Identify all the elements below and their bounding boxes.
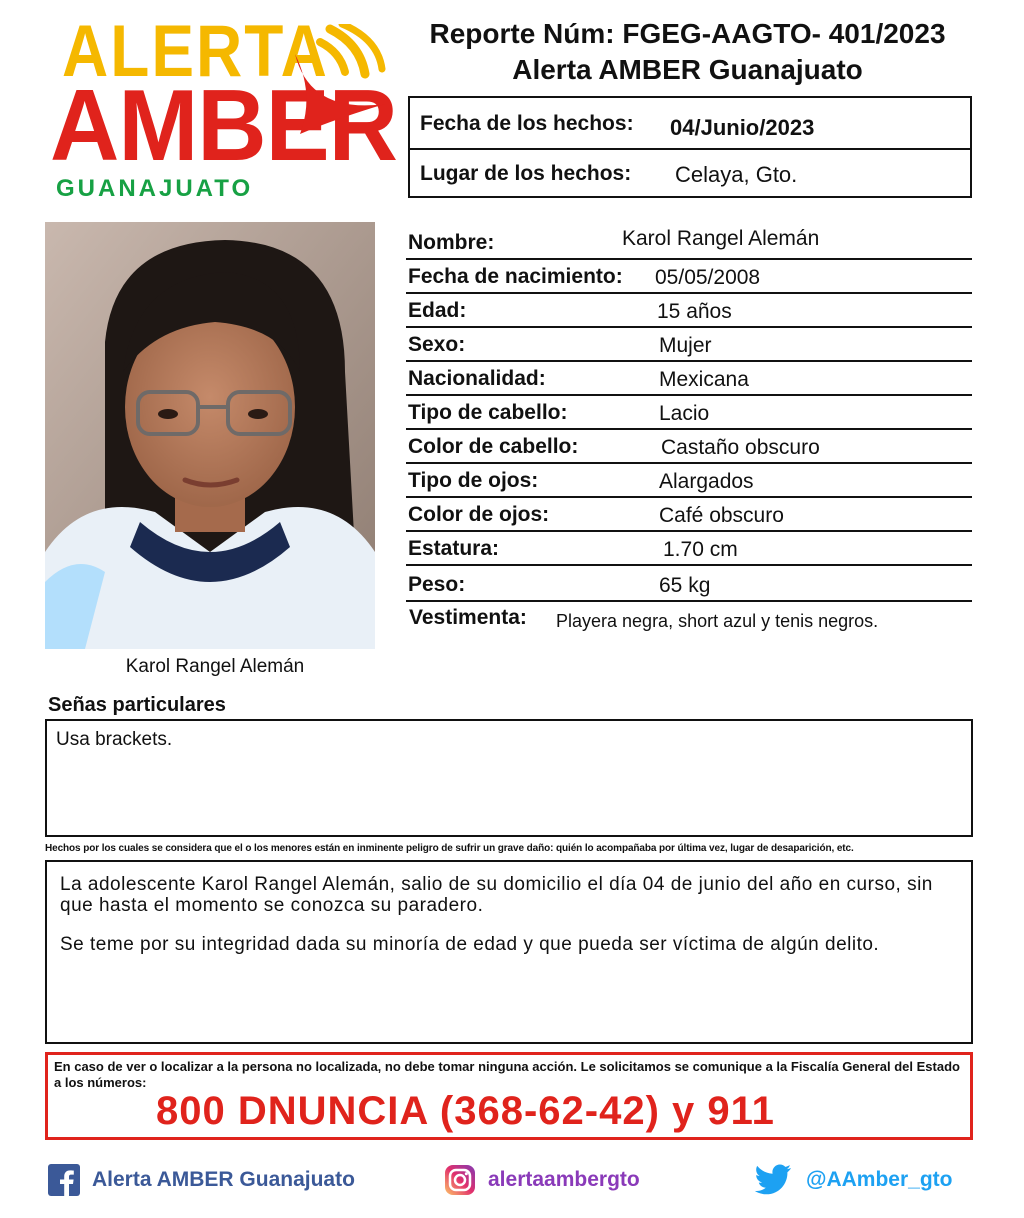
logo-guanajuato-text: GUANAJUATO: [56, 175, 254, 202]
field-row-edad: [406, 294, 972, 328]
field-label: Peso:: [408, 573, 466, 596]
incident-place-value: Celaya, Gto.: [675, 162, 798, 187]
contact-phone[interactable]: 800 DNUNCIA (368-62-42) y 911: [156, 1089, 775, 1133]
photo-caption: Karol Rangel Alemán: [125, 656, 305, 677]
hechos-note: Hechos por los cuales se considera que el o los menores están en inminente peligro de sufrir un grave daño: quién lo acompañaba por última vez, lugar de desaparición, etc.: [45, 843, 854, 854]
field-value: 1.70 cm: [663, 538, 738, 561]
field-label: Estatura:: [408, 537, 500, 560]
contact-instructions: En caso de ver o localizar a la persona no localizada, no debe tomar ninguna acción. Le solicitamos se comunique a la Fiscalía General del Estado a los números:: [54, 1059, 960, 1090]
field-label: Color de cabello:: [408, 435, 579, 458]
field-value: Mexicana: [659, 368, 749, 391]
social-twitter[interactable]: [754, 1163, 953, 1197]
hechos-paragraph-1: La adolescente Karol Rangel Alemán, salio de su domicilio el día 04 de junio del año en curso, sin que hasta el momento se conozca su paradero.: [60, 874, 933, 916]
instagram-handle: alertaambergto: [488, 1168, 640, 1191]
field-label: Nombre:: [408, 231, 495, 254]
field-row-color-ojos: [406, 498, 972, 532]
incident-date-row: [410, 98, 970, 150]
logo-alerta-text: ALERTA: [62, 9, 329, 93]
twitter-handle: @AAmber_gto: [806, 1168, 953, 1191]
senas-text: Usa brackets.: [56, 729, 173, 750]
incident-date-value: 04/Junio/2023: [670, 115, 815, 140]
field-label: Fecha de nacimiento:: [408, 265, 623, 288]
page-title: Alerta AMBER Guanajuato: [512, 54, 863, 85]
field-row-fecha-nacimiento: [406, 260, 972, 294]
senas-box: [45, 719, 973, 837]
facebook-icon: [48, 1164, 80, 1196]
field-value: Café obscuro: [659, 504, 784, 527]
field-label: Edad:: [408, 299, 467, 322]
incident-place-label: Lugar de los hechos:: [420, 162, 632, 185]
vestimenta-label: Vestimenta:: [409, 606, 527, 629]
hechos-paragraph-2: Se teme por su integridad dada su minoría de edad y que pueda ser víctima de algún delito.: [60, 934, 880, 955]
senas-title: Señas particulares: [48, 694, 226, 716]
field-value: Lacio: [659, 402, 710, 425]
field-value: Alargados: [659, 470, 754, 493]
facebook-handle: Alerta AMBER Guanajuato: [92, 1168, 355, 1191]
field-row-peso: [406, 566, 972, 602]
field-value: 15 años: [657, 300, 732, 323]
field-row-tipo-ojos: [406, 464, 972, 498]
logo-amber-text: AMBER: [50, 69, 397, 183]
field-row-nacionalidad: [406, 362, 972, 396]
missing-person-photo: [45, 222, 375, 649]
field-label: Tipo de ojos:: [408, 469, 539, 492]
field-row-sexo: [406, 328, 972, 362]
field-value: Castaño obscuro: [661, 436, 820, 459]
field-row-tipo-cabello: [406, 396, 972, 430]
instagram-icon: [444, 1164, 476, 1196]
field-value: Karol Rangel Alemán: [622, 227, 820, 250]
field-row-color-cabello: [406, 430, 972, 464]
incident-date-label: Fecha de los hechos:: [420, 112, 634, 135]
twitter-icon: [754, 1164, 792, 1196]
incident-box: [408, 96, 972, 198]
field-label: Tipo de cabello:: [408, 401, 568, 424]
report-number: Reporte Núm: FGEG-AAGTO- 401/2023: [429, 18, 946, 49]
field-row-estatura: [406, 532, 972, 566]
field-row-nombre: [406, 222, 972, 260]
megaphone-icon: [290, 24, 390, 134]
field-value: Mujer: [659, 334, 712, 357]
field-value: 65 kg: [659, 574, 711, 597]
vestimenta-value: Playera negra, short azul y tenis negros.: [556, 611, 879, 631]
field-label: Nacionalidad:: [408, 367, 546, 390]
alerta-amber-logo: [50, 9, 397, 204]
contact-box: [45, 1052, 973, 1140]
field-value: 05/05/2008: [655, 266, 761, 289]
field-label: Sexo:: [408, 333, 466, 356]
social-facebook[interactable]: [48, 1163, 355, 1197]
social-instagram[interactable]: [444, 1163, 640, 1197]
field-label: Color de ojos:: [408, 503, 550, 526]
hechos-box: [45, 860, 973, 1044]
